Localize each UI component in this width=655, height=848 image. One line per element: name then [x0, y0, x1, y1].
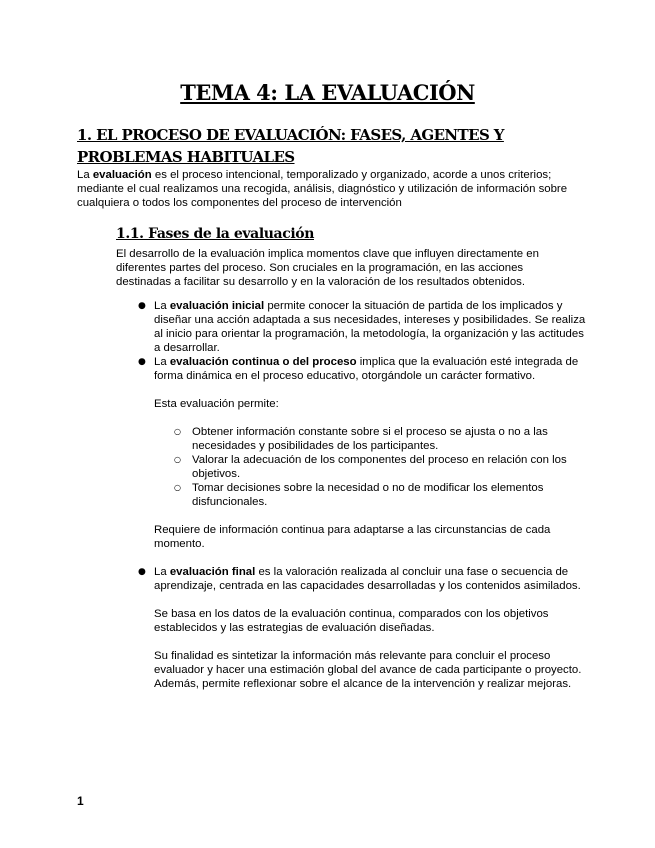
bullet-icon: ●	[138, 357, 146, 367]
subsection-intro-paragraph: El desarrollo de la evaluación implica momentos clave que influyen directamente en diferentes partes del proceso. Son cruciales en la programación, en las acciones destinadas a facilitar su desarrollo y en la valoración de los resultados obtenidos.	[116, 248, 539, 288]
page-number: 1	[77, 794, 84, 808]
section-intro-paragraph: La evaluación es el proceso intencional, temporalizado y organizado, acorde a unos criterios; mediante el cual realizamos una recogida, análisis, diagnóstico y utilización de información sobre cualquiera o todos los componentes del proceso de intervención	[77, 169, 568, 209]
bold-term: evaluación	[92, 169, 152, 181]
bullet-icon: ●	[138, 567, 146, 577]
purpose-paragraph: Su finalidad es sintetizar la información más relevante para concluir el proceso evaluador y hacer una estimación global del avance de cada participante o proyecto. Además, permite reflexionar sobre el alcance de la intervención y realizar mejoras.	[154, 650, 582, 690]
sub-list-item: ○ Obtener información constante sobre si el proceso se ajusta o no a las necesidades y posibilidades de los participantes.	[174, 426, 548, 452]
bullet-list	[116, 299, 586, 691]
section-heading: 1. EL PROCESO DE EVALUACIÓN: FASES, AGENTES Y PROBLEMAS HABITUALES	[77, 126, 504, 166]
bold-term: evaluación continua o del proceso	[169, 356, 357, 368]
sub-bullet-icon: ○	[174, 455, 181, 464]
list-item-continuous: ● La evaluación continua o del proceso implica que la evaluación esté integrada de forma dinámica en el proceso educativo, otorgándole un carácter formativo. Esta evaluación permite:	[116, 355, 586, 425]
list-item-final: ● La evaluación final es la valoración realizada al concluir una fase o secuencia de aprendizaje, centrada en las capacidades desarrolladas y los contenidos asimilados. Se basa en los datos de la evaluación continua, comparados con los objetivos establecidos y las estrategias de evaluación diseñadas. Su finalidad es sintetizar la información más relevante para concluir el proceso evaluador y hacer una estimación global del avance de cada participante o proyecto. Además, permite reflexionar sobre el alcance de la intervención y realizar mejoras.	[116, 565, 586, 691]
subsection-heading: 1.1. Fases de la evaluación	[116, 226, 314, 242]
sub-bullet-icon: ○	[174, 427, 181, 436]
list-item-initial: ● La evaluación inicial permite conocer la situación de partida de los implicados y diseñar una acción adaptada a sus necesidades, intereses y posibilidades. Se realiza al inicio para orientar la programación, la metodología, la organización y las actitudes a desarrollar.	[138, 300, 586, 354]
sub-list-item: ○ Tomar decisiones sobre la necesidad o no de modificar los elementos disfuncionales.	[174, 482, 544, 508]
bold-term: evaluación inicial	[169, 300, 265, 312]
page-title: TEMA 4: LA EVALUACIÓN	[180, 80, 475, 105]
sub-list-item: ○ Valorar la adecuación de los componentes del proceso en relación con los objetivos.	[174, 454, 567, 480]
bullet-icon: ●	[138, 301, 146, 311]
requires-paragraph: Requiere de información continua para adaptarse a las circunstancias de cada momento.	[154, 524, 551, 550]
sub-bullet-icon: ○	[174, 483, 181, 492]
basis-paragraph: Se basa en los datos de la evaluación continua, comparados con los objetivos establecidos y las estrategias de evaluación diseñadas.	[154, 608, 549, 634]
bold-term: evaluación final	[169, 566, 256, 578]
list-item-continuation	[116, 509, 586, 565]
allows-paragraph: Esta evaluación permite:	[154, 398, 279, 410]
